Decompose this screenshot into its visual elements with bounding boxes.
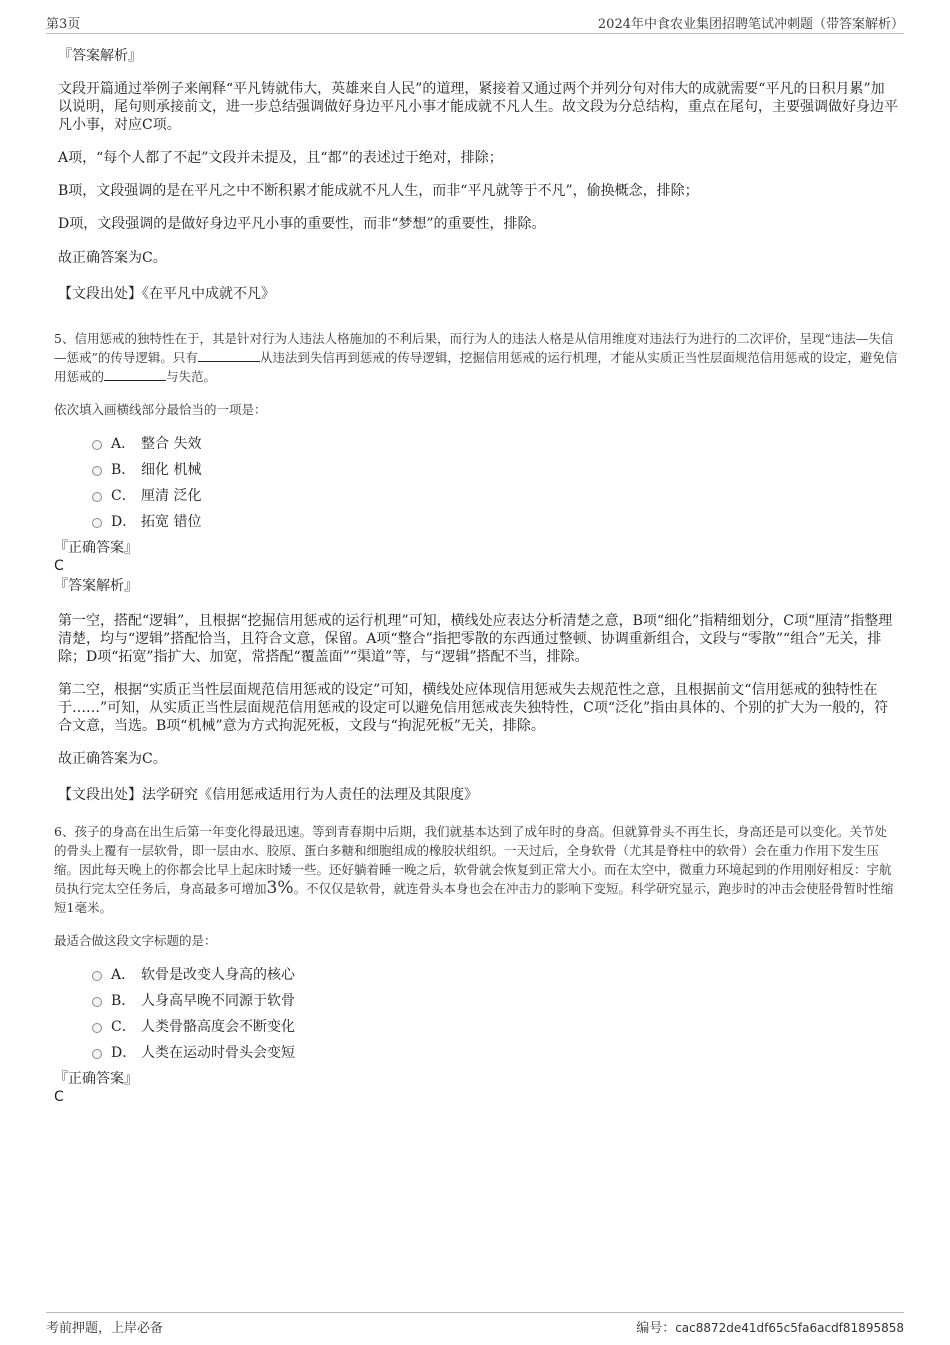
question-stem: [54, 329, 898, 386]
stem-text: 与失范。: [166, 369, 217, 384]
page-header: [46, 13, 904, 34]
stem-text: 5、信用惩戒的独特性在于，其是针对行为人违法人格施加的不利后果，而行为人的违法人格是从信用维度对违法行为进行的二次评价，呈现“违法—失信—惩戒”的传导逻辑。只有: [54, 331, 894, 365]
option-c[interactable]: [54, 483, 898, 509]
radio-icon[interactable]: [92, 1023, 102, 1033]
stem-text: 6、孩子的身高在出生后第一年变化得最迅速。等到青春期中后期，我们就基本达到了成年时的身高。但就算骨头不再生长，身高还是可以变化。关节处的骨头上覆有一层软骨，即一层由水、胶原、蛋白多糖和细胞组成的橡胶状组织。一天过后，全身软骨（尤其是脊柱中的软骨）会在重力作用下发生压缩。因此每天晚上的你都会比早上起床时矮一些。还好躺着睡一晚之后，软骨就会恢复到正常大小。而在太空中，微重力环境起到的作用刚好相反：宇航员执行完太空任务后，身高最多可增加: [54, 824, 892, 896]
document-id-code: cac8872de41df65c5fa6acdf81895858: [675, 1321, 904, 1335]
document-id: [636, 1317, 904, 1336]
option-letter: B．: [111, 462, 136, 478]
option-a[interactable]: [54, 962, 898, 988]
option-text: 人类在运动时骨头会变短: [141, 1045, 295, 1061]
question-prompt: 最适合做这段文字标题的是：: [54, 933, 217, 948]
option-list: [54, 962, 898, 1066]
option-a[interactable]: [54, 431, 898, 457]
fill-blank: [104, 368, 166, 381]
stem-text: 。不仅仅是软骨，就连骨头本身也会在冲击力的影响下变短。科学研究显示，跑步时的冲击会使胫骨暂时性缩短1毫米。: [54, 881, 894, 915]
source-citation: 【文段出处】《在平凡中成就不凡》: [58, 286, 275, 302]
document-title: 2024年中食农业集团招聘笔试冲刺题（带答案解析）: [597, 17, 904, 32]
analysis-heading: 『答案解析』: [58, 48, 142, 64]
option-letter: C．: [111, 1019, 136, 1035]
correct-answer-heading: 『正确答案』: [54, 1071, 138, 1087]
option-text: 厘清 泛化: [141, 488, 202, 504]
analysis-paragraph: 第一空，搭配“逻辑”，且根据“挖掘信用惩戒的运行机理”可知，横线处应表达分析清楚之意，B项“细化”指精细划分，C项“厘清”指整理清楚，均与“逻辑”搭配恰当，且符合文意，保留。A项“整合”指把零散的东西通过整顿、协调重新组合，文段与“零散”“组合”无关，排除；D项“拓宽”指扩大、加宽，常搭配“覆盖面”“渠道”等，与“逻辑”搭配不当，排除。: [58, 613, 893, 665]
question-stem: [54, 822, 898, 917]
option-b[interactable]: [54, 988, 898, 1014]
page-content: [54, 47, 898, 1106]
fill-blank: [198, 349, 260, 362]
correct-answer-heading: 『正确答案』: [54, 540, 138, 556]
analysis-paragraph: D项，文段强调的是做好身边平凡小事的重要性，而非“梦想”的重要性，排除。: [58, 216, 546, 232]
option-text: 人类骨骼高度会不断变化: [141, 1019, 295, 1035]
option-c[interactable]: [54, 1014, 898, 1040]
answer-conclusion: 故正确答案为C。: [58, 250, 167, 266]
page-footer: [46, 1312, 904, 1335]
radio-icon[interactable]: [92, 492, 102, 502]
option-text: 人身高早晚不同源于软骨: [141, 993, 295, 1009]
radio-icon[interactable]: [92, 1049, 102, 1059]
option-text: 细化 机械: [141, 462, 202, 478]
correct-answer: C: [54, 558, 64, 574]
option-text: 软骨是改变人身高的核心: [141, 967, 295, 983]
analysis-paragraph: 文段开篇通过举例子来阐释“平凡铸就伟大，英雄来自人民”的道理，紧接着又通过两个并列分句对伟大的成就需要“平凡的日积月累”加以说明，尾句则承接前文，进一步总结强调做好身边平凡小事才能成就不凡人生。故文段为分总结构，重点在尾句，主要强调做好身边平凡小事，对应C项。: [58, 81, 898, 133]
document-id-label: 编号：: [636, 1321, 676, 1336]
question-6: [54, 822, 898, 1106]
radio-icon[interactable]: [92, 971, 102, 981]
footer-slogan: 考前押题，上岸必备: [46, 1321, 164, 1336]
option-letter: D．: [111, 1045, 137, 1061]
option-b[interactable]: [54, 457, 898, 483]
question-prompt: 依次填入画横线部分最恰当的一项是：: [54, 402, 267, 417]
radio-icon[interactable]: [92, 518, 102, 528]
analysis-paragraph: 第二空，根据“实质正当性层面规范信用惩戒的设定”可知，横线处应体现信用惩戒失去规范性之意，且根据前文“信用惩戒的独特性在于……”可知，从实质正当性层面规范信用惩戒的设定可以避免信用惩戒丧失独特性，C项“泛化”指由具体的、个别的扩大为一般的，符合文意，当选。B项“机械”意为方式拘泥死板，文段与“拘泥死板”无关，排除。: [58, 682, 889, 734]
option-letter: D．: [111, 514, 137, 530]
radio-icon[interactable]: [92, 466, 102, 476]
source-citation: 【文段出处】法学研究《信用惩戒适用行为人责任的法理及其限度》: [58, 787, 478, 803]
option-letter: A．: [111, 436, 136, 452]
option-list: [54, 431, 898, 535]
math-expression: 3%: [266, 878, 294, 898]
analysis-paragraph: B项，文段强调的是在平凡之中不断积累才能成就不凡人生，而非“平凡就等于不凡”，偷换概念，排除；: [58, 183, 699, 199]
correct-answer: C: [54, 1089, 64, 1105]
analysis-heading: 『答案解析』: [54, 578, 138, 594]
option-text: 拓宽 错位: [141, 514, 202, 530]
radio-icon[interactable]: [92, 440, 102, 450]
stem-text: 从违法到失信再到惩戒的传导逻辑，挖掘信用惩戒的运行机理，才能从实质正当性层面规范信用惩戒的设定，避免信用惩戒的: [54, 350, 898, 384]
option-d[interactable]: [54, 509, 898, 535]
option-letter: A．: [111, 967, 136, 983]
option-d[interactable]: [54, 1040, 898, 1066]
question-5: [54, 329, 898, 595]
option-text: 整合 失效: [141, 436, 202, 452]
analysis-paragraph: A项，“每个人都了不起”文段并未提及，且“都”的表述过于绝对，排除；: [58, 150, 503, 166]
radio-icon[interactable]: [92, 997, 102, 1007]
option-letter: B．: [111, 993, 136, 1009]
option-letter: C．: [111, 488, 136, 504]
answer-conclusion: 故正确答案为C。: [58, 751, 167, 767]
page-number: 第3页: [46, 17, 81, 32]
